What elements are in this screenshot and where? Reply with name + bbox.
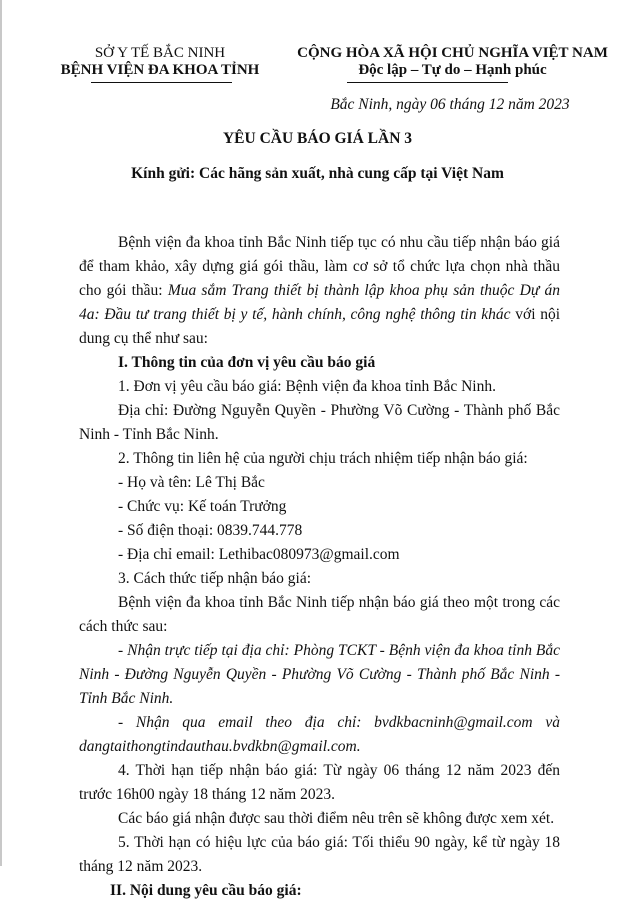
motto-underline [347,82,508,83]
contact-name: - Họ và tên: Lê Thị Bắc [118,474,265,491]
method-direct: - Nhận trực tiếp tại địa chỉ: Phòng TCKT - Bệnh viện đa khoa tỉnh Bắc Ninh - Đường Nguyễn Quyền - Phường Võ Cường - Thành phố Bắc Ninh - Tỉnh Bắc Ninh. [79,642,560,707]
method-email: - Nhận qua email theo địa chỉ: bvdkbacninh@gmail.com và dangtaithongtindauthau.bvdkbn@gmail.com. [79,714,560,755]
recipient-line: Kính gửi: Các hãng sản xuất, nhà cung cấp tại Việt Nam [131,165,504,182]
contact-phone: - Số điện thoại: 0839.744.778 [118,522,303,539]
section1-item2: 2. Thông tin liên hệ của người chịu trách nhiệm tiếp nhận báo giá: [118,450,528,467]
department-name: SỞ Y TẾ BẮC NINH [94,45,226,61]
package-name: Mua sắm Trang thiết bị thành lập khoa phụ sản thuộc Dự án 4a: Đầu tư trang thiết bị y tế, hành chính, công nghệ thông tin khác [79,282,560,323]
section1-item3: 3. Cách thức tiếp nhận báo giá: [118,570,312,587]
contact-email: - Địa chỉ email: Lethibac080973@gmail.com [118,546,400,563]
hospital-name: BỆNH VIỆN ĐA KHOA TỈNH [60,62,260,78]
intro-text-after: với nội dung cụ thể như sau: [79,306,561,347]
intro-text-before: Bệnh viện đa khoa tỉnh Bắc Ninh tiếp tục có nhu cầu tiếp nhận báo giá để tham khảo, xây dựng giá gói thầu, làm cơ sở tổ chức lựa chọn nhà thầu cho gói thầu: [79,234,560,299]
country-name: CỘNG HÒA XÃ HỘI CHỦ NGHĨA VIỆT NAM [297,45,608,61]
section1-item4: 4. Thời hạn tiếp nhận báo giá: Từ ngày 06 tháng 12 năm 2023 đến trước 16h00 ngày 18 tháng 12 năm 2023. [79,762,560,803]
issuing-agency-block [60,45,260,79]
section1-heading: I. Thông tin của đơn vị yêu cầu báo giá [118,354,376,371]
document-title: YÊU CẦU BÁO GIÁ LẦN 3 [222,130,413,147]
national-motto-block [280,45,625,79]
national-motto: Độc lập – Tự do – Hạnh phúc [358,62,547,78]
contact-position: - Chức vụ: Kế toán Trưởng [118,498,287,515]
section1-item1: 1. Đơn vị yêu cầu báo giá: Bệnh viện đa khoa tỉnh Bắc Ninh. [118,378,496,395]
section1-address: Địa chỉ: Đường Nguyễn Quyền - Phường Võ Cường - Thành phố Bắc Ninh - Tỉnh Bắc Ninh. [79,402,560,443]
section1-item3-desc: Bệnh viện đa khoa tỉnh Bắc Ninh tiếp nhận báo giá theo một trong các cách thức sau: [79,594,560,635]
section2-heading: II. Nội dung yêu cầu báo giá: [110,882,302,899]
intro-paragraph [79,231,560,351]
section1-item5: 5. Thời hạn có hiệu lực của báo giá: Tối thiểu 90 ngày, kể từ ngày 18 tháng 12 năm 2023. [79,834,560,875]
section1-item4-note: Các báo giá nhận được sau thời điểm nêu trên sẽ không được xem xét. [118,810,555,827]
document-date: Bắc Ninh, ngày 06 tháng 12 năm 2023 [330,96,570,113]
agency-underline [91,82,232,83]
document-body [79,231,560,903]
